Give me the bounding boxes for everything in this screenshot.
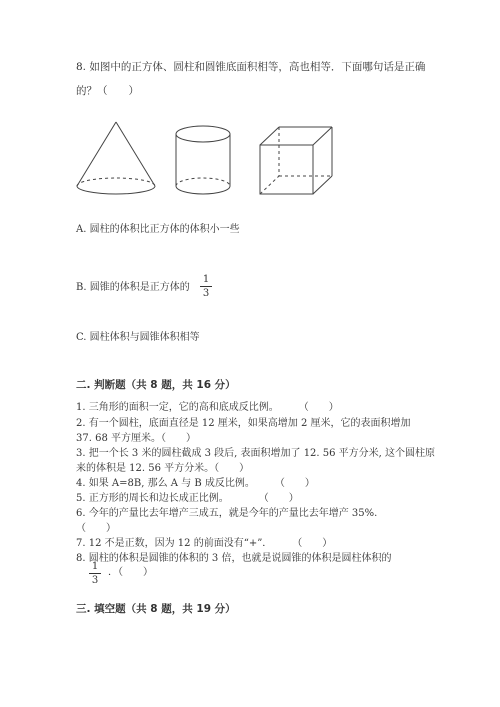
question-8-line-1: 8. 如图中的正方体、圆柱和圆锥底面积相等，高也相等．下面哪句话是正确 [76,61,426,73]
fraction-denominator: 3 [91,575,99,586]
tf-item-6-cont: （ ） [76,523,116,534]
question-8-line-2: 的？（ ） [76,85,139,97]
fraction-numerator: 1 [202,274,210,285]
cube-figure [260,127,332,194]
cone-figure [77,122,155,194]
tf-item-3: 3. 把一个长 3 米的圆柱截成 3 段后, 表面积增加了 12. 56 平方分米, 这个圆柱原 [76,448,436,459]
tf-item-4: 4. 如果 A=8B, 那么 A 与 B 成反比例。 （ ） [76,478,315,489]
tf-item-8: 8. 圆柱的体积是圆锥的体积的 3 倍，也就是说圆锥的体积是圆柱体积的 [76,553,392,564]
tf-item-3-cont: 来的体积是 12. 56 平方分米。（ ） [76,463,250,474]
fraction-bar [200,286,212,287]
tf-item-2: 2. 有一个圆柱，底面直径是 12 厘米，如果高增加 2 厘米，它的表面积增加 [76,418,411,429]
option-a: A. 圆柱的体积比正方体的体积小一些 [76,224,240,235]
tf-item-8-fraction [88,561,102,586]
option-b: B. 圆锥的体积是正方体的 [76,282,190,293]
section-2-heading: 二. 判断题（共 8 题，共 16 分） [76,379,236,391]
option-c: C. 圆柱体积与圆锥体积相等 [76,332,200,343]
option-b-fraction [199,274,213,299]
tf-item-2-cont: 37. 68 平方厘米。（ ） [76,433,196,444]
tf-item-7: 7. 12 不是正数，因为 12 的前面没有“+”． （ ） [76,538,333,549]
fraction-numerator: 1 [91,561,99,572]
fraction-bar [89,573,101,574]
section-3-heading: 三. 填空题（共 8 题，共 19 分） [76,603,236,615]
fraction-denominator: 3 [202,288,210,299]
tf-item-1: 1. 三角形的面积一定，它的高和底成反比例。 （ ） [76,402,339,413]
tf-item-8-tail: ．（ ） [108,567,153,578]
tf-item-5: 5. 正方形的周长和边长成正比例。 （ ） [76,493,299,504]
tf-item-6: 6. 今年的产量比去年增产三成五，就是今年的产量比去年增产 35%. [76,508,378,519]
cylinder-figure [176,126,230,194]
